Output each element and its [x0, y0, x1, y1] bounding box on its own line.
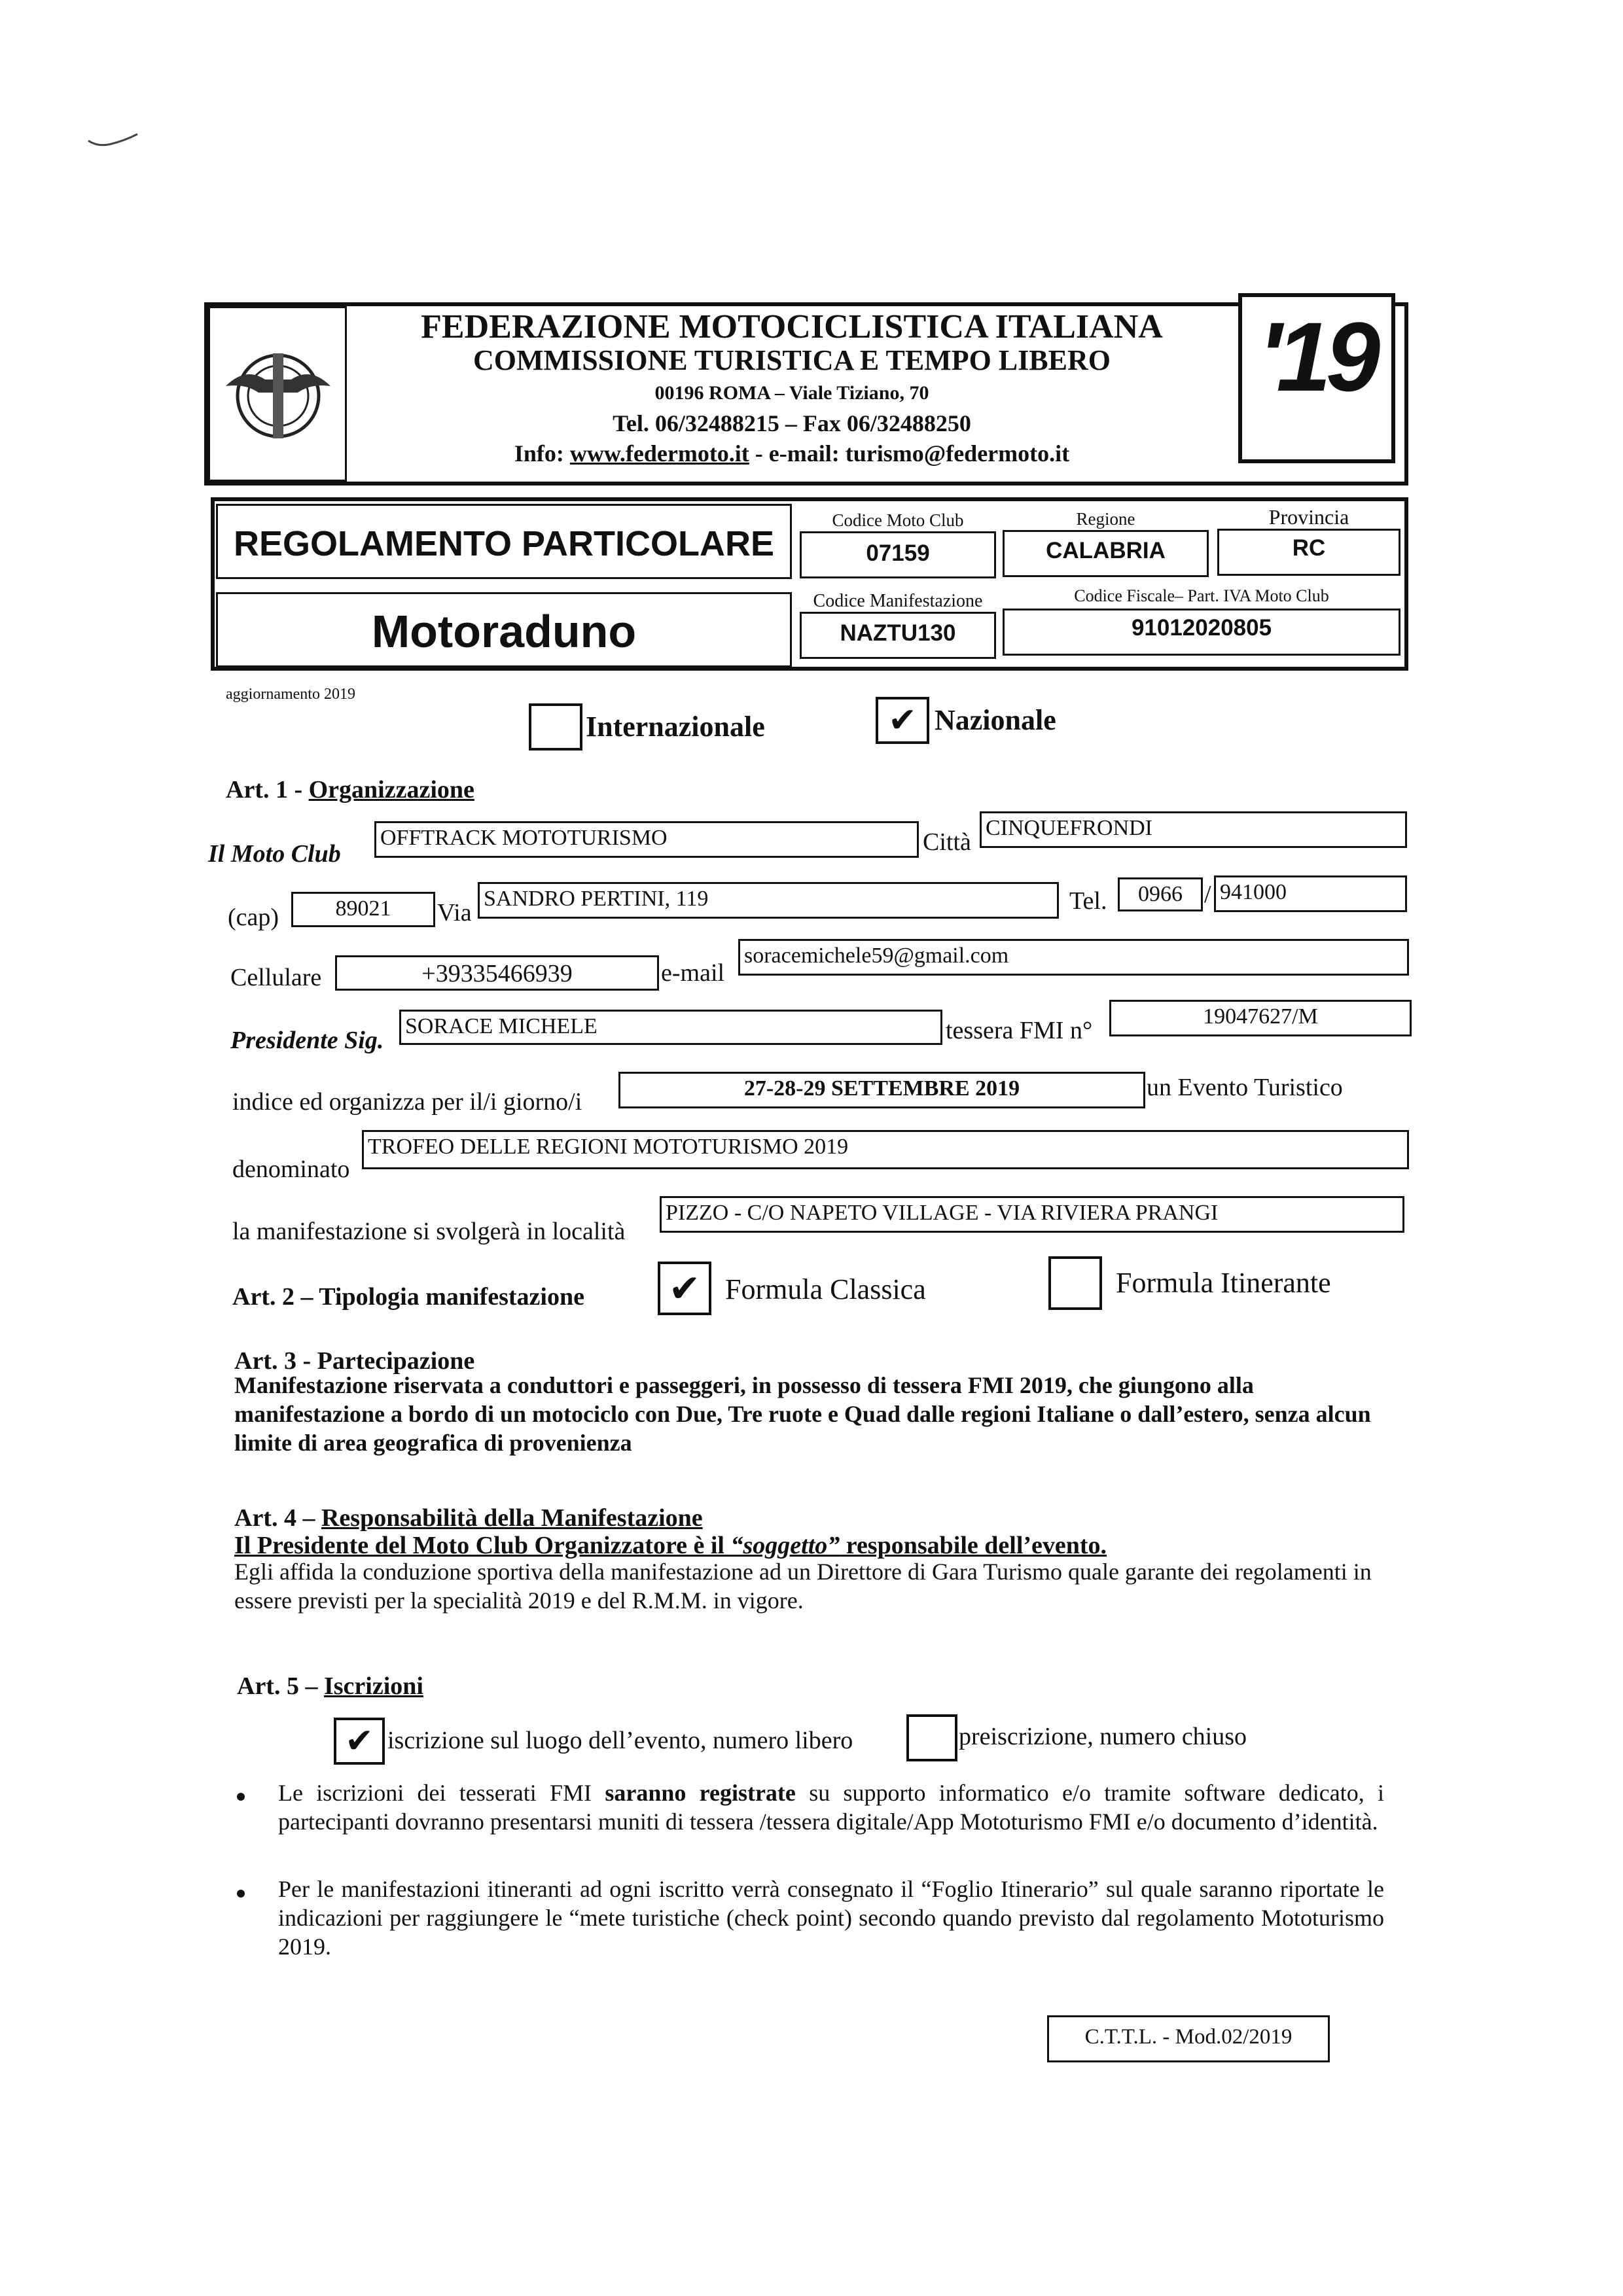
header-phone-fax: Tel. 06/32488215 – Fax 06/32488250 — [613, 410, 971, 436]
tel-number-field[interactable]: 941000 — [1214, 875, 1407, 912]
denominato-field[interactable]: TROFEO DELLE REGIONI MOTOTURISMO 2019 — [362, 1130, 1409, 1169]
citta-field[interactable]: CINQUEFRONDI — [980, 811, 1407, 848]
art3-heading: Art. 3 - Partecipazione — [234, 1347, 475, 1375]
internazionale-label: Internazionale — [586, 711, 765, 743]
art3-text: Manifestazione riservata a conduttori e passeggeri, in possesso di tessera FMI 2019, che giungono alla manifestazione a bordo di un motociclo con Due, Tre ruote e Quad dalle regioni Italiane o dall’estero, senza alcun limite di area geografica di provenienza — [234, 1372, 1371, 1456]
cap-field[interactable]: 89021 — [291, 892, 435, 927]
formula-classica-checkbox[interactable] — [658, 1262, 711, 1315]
year-badge: '19 — [1258, 302, 1376, 412]
tessera-field[interactable]: 19047627/M — [1109, 1000, 1412, 1036]
art4-line1 — [234, 1531, 1107, 1560]
via-label: Via — [437, 899, 472, 927]
header-subtitle: COMMISSIONE TURISTICA E TEMPO LIBERO — [473, 344, 1111, 376]
cellulare-field[interactable]: +39335466939 — [335, 955, 659, 991]
provincia-value: RC — [1292, 535, 1326, 561]
header-address: 00196 ROMA – Viale Tiziano, 70 — [654, 382, 929, 404]
tel-label: Tel. — [1069, 887, 1107, 915]
citta-label: Città — [923, 828, 971, 856]
date-field[interactable]: 27-28-29 SETTEMBRE 2019 — [618, 1072, 1145, 1108]
art4-line1-c: responsabile dell’evento. — [840, 1532, 1107, 1559]
formula-itinerante-label: Formula Itinerante — [1116, 1267, 1331, 1299]
art4-soggetto: “soggetto” — [730, 1532, 840, 1559]
moto-club-field[interactable]: OFFTRACK MOTOTURISMO — [374, 821, 919, 858]
art5-heading-title: Iscrizioni — [323, 1672, 423, 1700]
presidente-label: Presidente Sig. — [230, 1027, 384, 1054]
art1-heading-prefix: Art. 1 - — [226, 776, 309, 804]
website-link[interactable]: www.federmoto.it — [569, 440, 749, 467]
formula-classica-checkmark: ✔ — [668, 1266, 701, 1311]
preiscrizione-checkbox[interactable] — [906, 1714, 957, 1761]
iscrizione-luogo-checkbox[interactable] — [334, 1718, 385, 1765]
localita-field[interactable]: PIZZO - C/O NAPETO VILLAGE - VIA RIVIERA PRANGI — [660, 1196, 1404, 1233]
formula-classica-label: Formula Classica — [725, 1273, 926, 1305]
iscrizione-luogo-label: iscrizione sul luogo dell’evento, numero libero — [387, 1727, 853, 1754]
bullet-dot-2 — [237, 1890, 245, 1898]
via-field[interactable]: SANDRO PERTINI, 119 — [478, 882, 1059, 919]
nazionale-checkmark: ✔ — [888, 701, 917, 740]
bullet1-c: su supporto informatico e/o tramite software dedicato, i partecipanti dovranno presentarsi muniti di tessera /tessera digitale/App Mototurismo FMI e/o documento d’identità. — [278, 1780, 1384, 1835]
tel-slash: / — [1204, 881, 1211, 908]
codice-fiscale-label: Codice Fiscale– Part. IVA Moto Club — [1074, 586, 1329, 605]
indice-label: indice ed organizza per il/i giorno/i — [232, 1088, 582, 1116]
regolamento-title: REGOLAMENTO PARTICOLARE — [233, 524, 774, 563]
formula-itinerante-checkbox[interactable] — [1048, 1256, 1102, 1310]
tessera-label: tessera FMI n° — [946, 1017, 1093, 1044]
fmi-logo — [219, 340, 337, 451]
bullet-dot-1 — [237, 1793, 245, 1801]
header-title: FEDERAZIONE MOTOCICLISTICA ITALIANA — [421, 308, 1163, 345]
codice-moto-club-value: 07159 — [866, 540, 930, 566]
iscrizione-luogo-checkmark: ✔ — [345, 1722, 374, 1761]
bullet1-a: Le iscrizioni dei tesserati FMI — [278, 1780, 605, 1806]
cap-label: (cap) — [228, 904, 279, 931]
aggiornamento-note: aggiornamento 2019 — [226, 686, 355, 703]
email-info: - e-mail: turismo@federmoto.it — [749, 440, 1070, 467]
codice-manifestazione-label: Codice Manifestazione — [813, 591, 983, 611]
art4-text: Egli affida la conduzione sportiva della manifestazione ad un Direttore di Gara Turismo quale garante dei regolamenti in essere previsti per la specialità 2019 e del R.M.M. in vigore. — [234, 1559, 1372, 1614]
art4-heading — [234, 1504, 703, 1532]
email-label: e-mail — [661, 959, 725, 987]
nazionale-label: Nazionale — [935, 704, 1056, 736]
cellulare-label: Cellulare — [230, 964, 322, 991]
footer-code: C.T.T.L. - Mod.02/2019 — [1084, 2025, 1293, 2049]
regione-value: CALABRIA — [1046, 538, 1166, 563]
art5-bullet-2: Per le manifestazioni itineranti ad ogni iscritto verrà consegnato il “Foglio Itinerario” sul quale saranno riportate le indicazioni per raggiungere le “mete turistiche (check point) secondo quando previsto dal regolamento Mototurismo 2019. — [278, 1876, 1384, 1960]
regione-label: Regione — [1076, 509, 1135, 529]
art4-heading-title: Responsabilità della Manifestazione — [321, 1504, 703, 1532]
email-field[interactable]: soracemichele59@gmail.com — [738, 939, 1409, 976]
art2-heading: Art. 2 – Tipologia manifestazione — [232, 1283, 584, 1311]
art1-heading — [226, 775, 474, 804]
denominato-label: denominato — [232, 1156, 350, 1183]
moto-club-label: Il Moto Club — [208, 840, 341, 868]
art1-heading-title: Organizzazione — [308, 776, 474, 804]
presidente-field[interactable]: SORACE MICHELE — [399, 1010, 942, 1045]
tel-prefix-field[interactable]: 0966 — [1118, 877, 1203, 911]
bullet1-b: saranno registrate — [605, 1780, 796, 1806]
localita-label: la manifestazione si svolgerà in località — [232, 1218, 626, 1245]
evento-label: un Evento Turistico — [1147, 1074, 1343, 1101]
provincia-label: Provincia — [1268, 505, 1349, 529]
nazionale-checkbox[interactable] — [876, 697, 929, 744]
codice-fiscale-value: 91012020805 — [1131, 615, 1272, 641]
info-prefix: Info: — [514, 440, 570, 467]
motoraduno-title: Motoraduno — [371, 606, 637, 657]
scan-mark — [85, 124, 151, 157]
codice-manifestazione-value: NAZTU130 — [840, 620, 956, 646]
art5-heading — [237, 1672, 423, 1701]
codice-moto-club-label: Codice Moto Club — [832, 510, 964, 530]
art4-line1-a: Il Presidente del Moto Club Organizzatore è il — [234, 1532, 731, 1559]
art5-bullet-1 — [278, 1778, 1384, 1836]
art5-heading-prefix: Art. 5 – — [237, 1672, 324, 1700]
internazionale-checkbox[interactable] — [529, 703, 582, 751]
header-info-line — [366, 440, 1217, 467]
art4-heading-prefix: Art. 4 – — [234, 1504, 321, 1532]
preiscrizione-label: preiscrizione, numero chiuso — [959, 1723, 1247, 1750]
